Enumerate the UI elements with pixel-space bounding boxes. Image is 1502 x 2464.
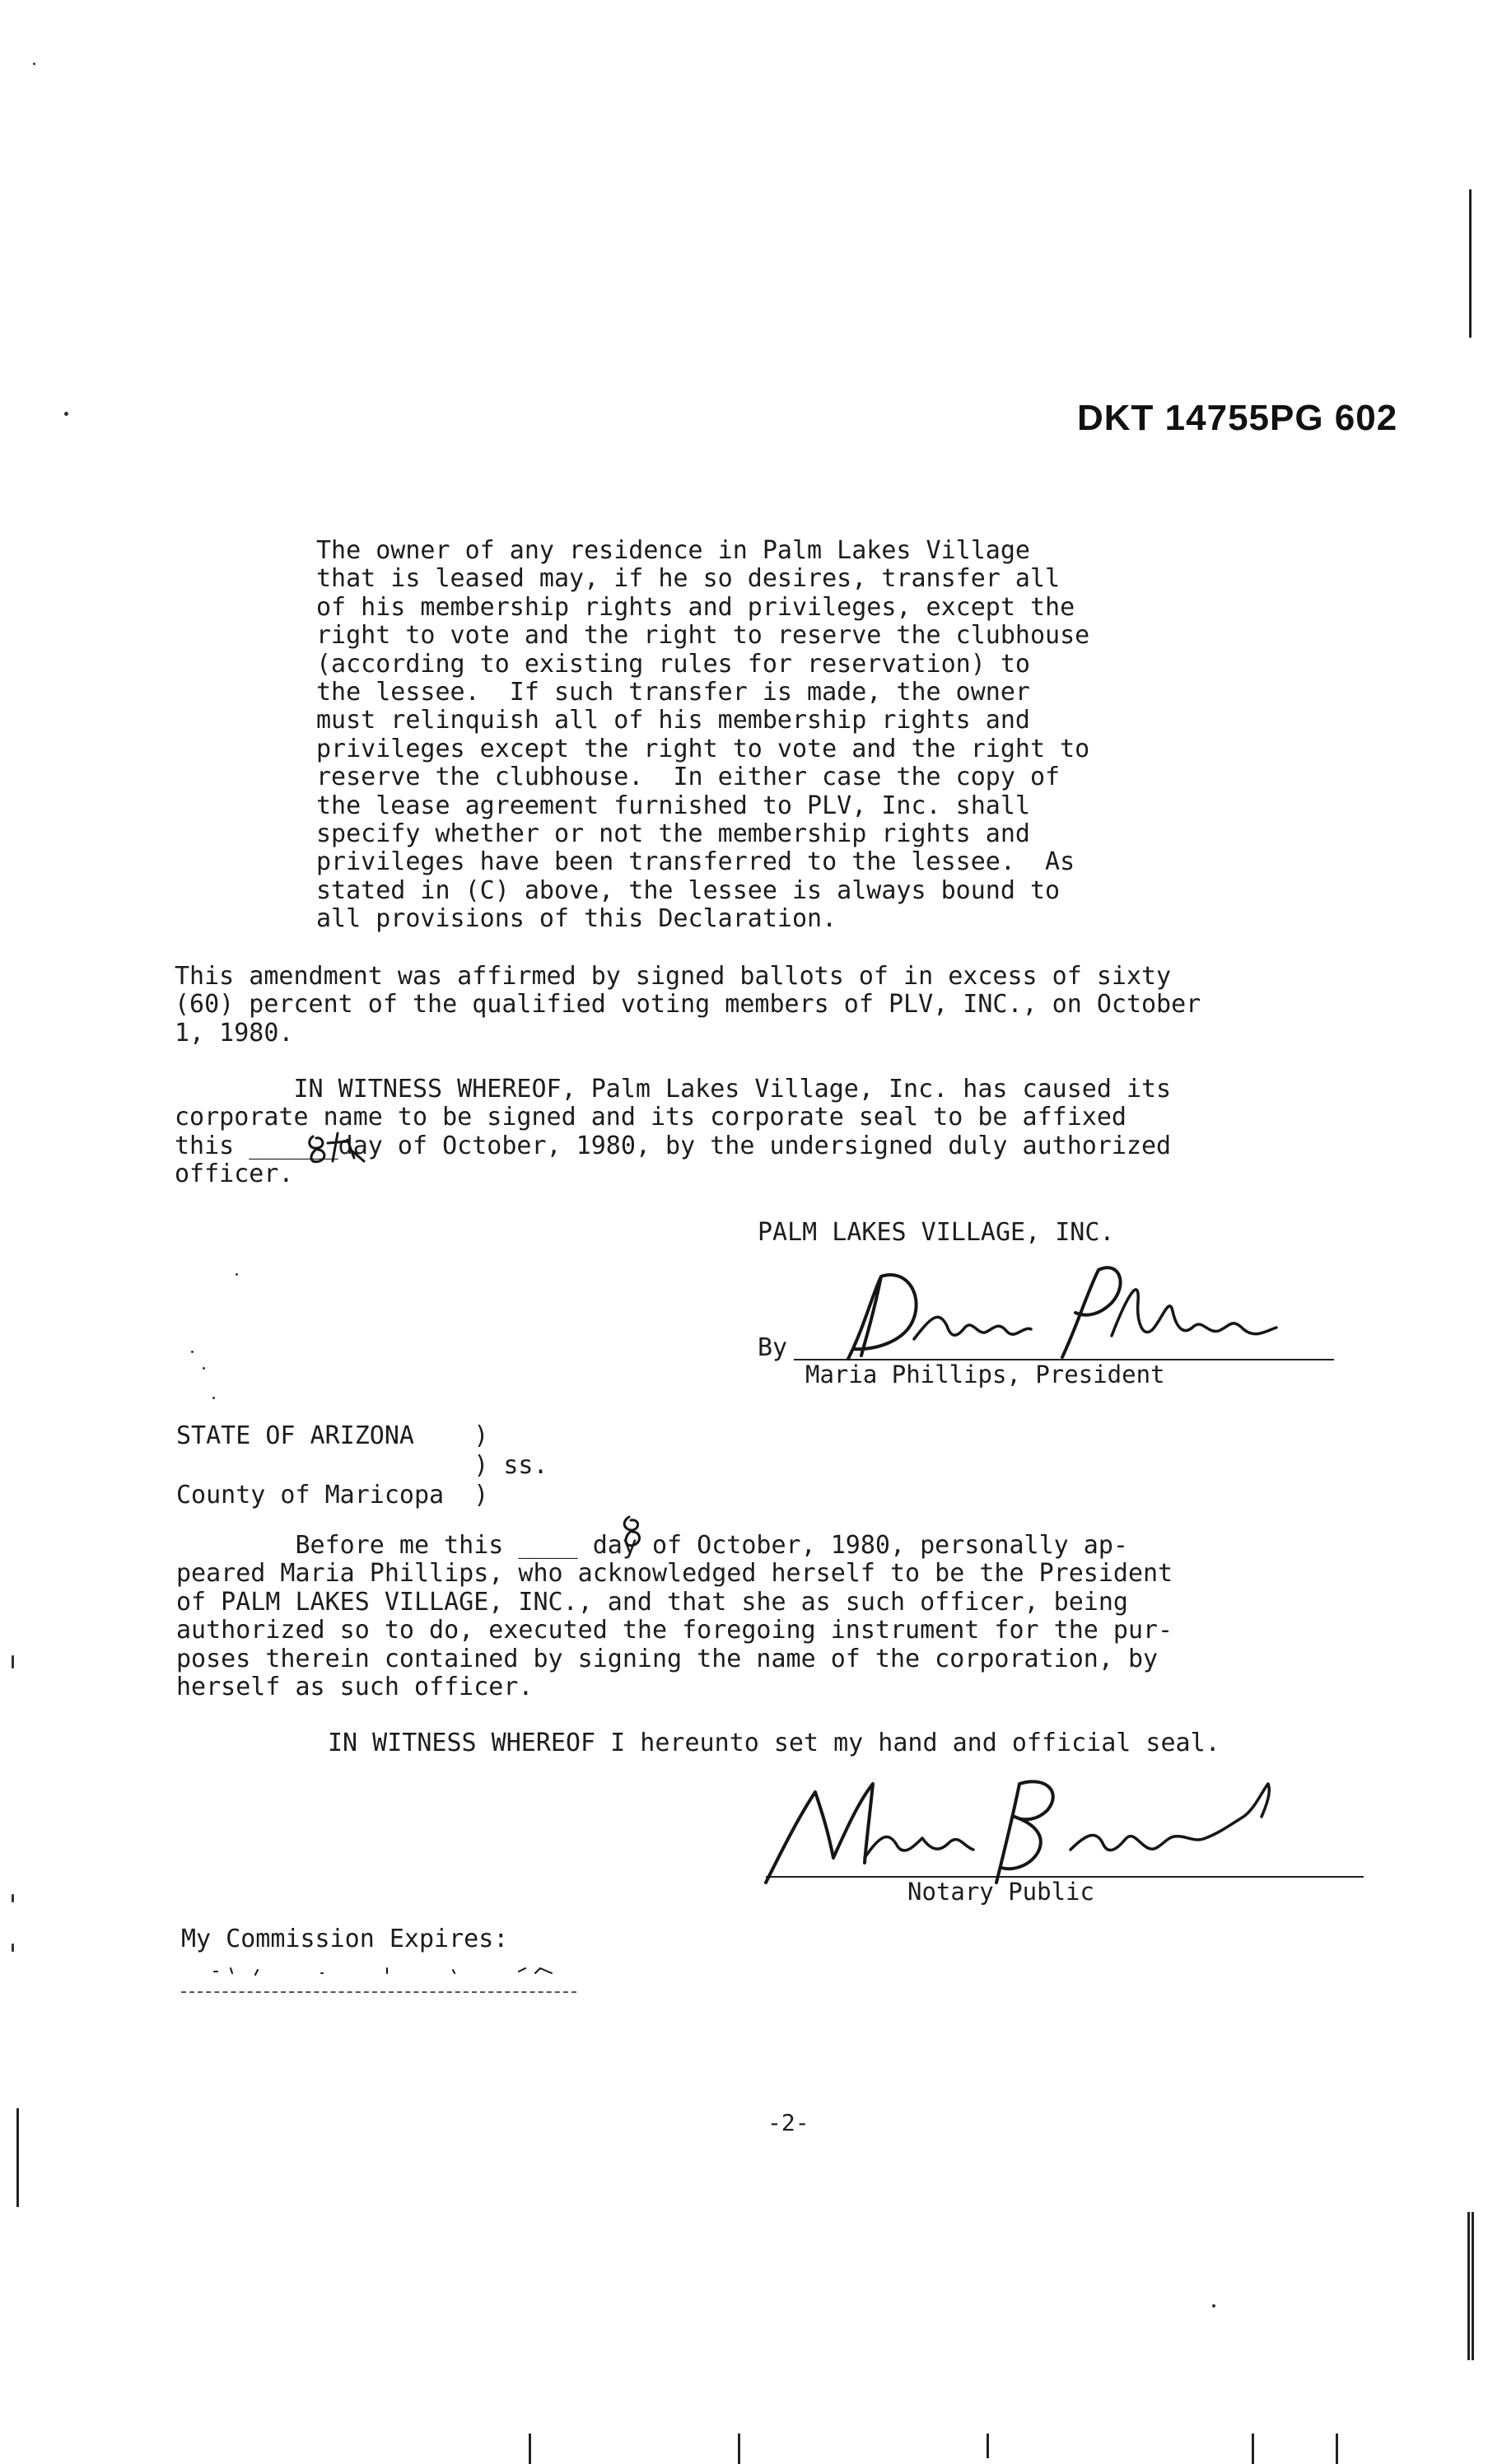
scan-speck bbox=[33, 63, 35, 65]
acknowledgment-paragraph: Before me this ____ day of October, 1980, personally ap- peared Maria Phillips, who acknowledged herself to be the President of PALM LAKES VILLAGE, INC., and that she as such officer, being authorized so to do, executed the foregoing instrument for the pur- poses therein contained by signing the name of the corporation, by herself as such officer. bbox=[176, 1531, 1173, 1702]
scan-speck bbox=[64, 412, 68, 416]
commission-date-faint bbox=[206, 1960, 576, 1985]
commission-date-line bbox=[181, 1991, 576, 1993]
commission-expires-label: My Commission Expires: bbox=[181, 1925, 509, 1953]
scan-speck bbox=[12, 1894, 14, 1902]
seal-impression-trace bbox=[191, 1351, 194, 1353]
scan-speck bbox=[12, 1944, 14, 1952]
scan-bottom-tick-2 bbox=[738, 2434, 740, 2464]
scan-bottom-tick-3 bbox=[987, 2434, 989, 2458]
scan-bottom-tick-5 bbox=[1336, 2434, 1338, 2464]
lease-transfer-paragraph: The owner of any residence in Palm Lakes Village that is leased may, if he so desires, transfer all of his membership rights and privileges, except the right to vote and the right to reserve the clubhouse (according to existing rules for reservation) to the lessee. If such transfer is made, the owner must relinquish all of his membership rights and privileges except the right to vote and the right to reserve the clubhouse. In either case the copy of the lease agreement furnished to PLV, Inc. shall specify whether or not the membership rights and privileges have been transferred to the lessee. As stated in (C) above, the lessee is always bound to all provisions of this Declaration. bbox=[316, 536, 1090, 934]
by-label: By bbox=[758, 1333, 788, 1362]
president-signature bbox=[815, 1260, 1342, 1367]
scan-edge-mark-left bbox=[16, 2108, 19, 2207]
company-name: PALM LAKES VILLAGE, INC. bbox=[758, 1218, 1115, 1247]
corporate-witness-paragraph: IN WITNESS WHEREOF, Palm Lakes Village, Inc. has caused its corporate name to be signed and its corporate seal to be affixed this ______day of October, 1980, by the undersigned duly authorized officer. bbox=[175, 1075, 1172, 1189]
venue-block: STATE OF ARIZONA ) ) ss. County of Maricopa ) bbox=[176, 1421, 548, 1510]
scan-edge-mark-top-right bbox=[1469, 189, 1472, 338]
scan-edge-mark-bottom-right bbox=[1467, 2212, 1476, 2360]
recording-number: DKT 14755PG 602 bbox=[1077, 398, 1398, 438]
seal-impression-trace bbox=[203, 1367, 205, 1370]
handwritten-acknowledgment-day bbox=[618, 1512, 651, 1553]
scan-bottom-tick-1 bbox=[529, 2434, 531, 2464]
scan-bottom-tick-4 bbox=[1252, 2434, 1254, 2464]
seal-impression-trace bbox=[212, 1397, 215, 1399]
scan-speck bbox=[12, 1655, 14, 1668]
notary-witness-line: IN WITNESS WHEREOF I hereunto set my hand and official seal. bbox=[328, 1729, 1220, 1757]
amendment-affirmation-paragraph: This amendment was affirmed by signed ballots of in excess of sixty (60) percent of the qualified voting members of PLV, INC., on October 1, 1980. bbox=[175, 962, 1201, 1048]
page-number: -2- bbox=[767, 2109, 809, 2136]
scan-speck bbox=[1212, 2304, 1215, 2308]
notary-signature bbox=[758, 1767, 1334, 1891]
handwritten-witness-day bbox=[305, 1132, 371, 1171]
notary-public-label: Notary Public bbox=[907, 1878, 1094, 1906]
seal-impression-trace bbox=[236, 1273, 238, 1276]
president-name-title: Maria Phillips, President bbox=[805, 1360, 1165, 1388]
